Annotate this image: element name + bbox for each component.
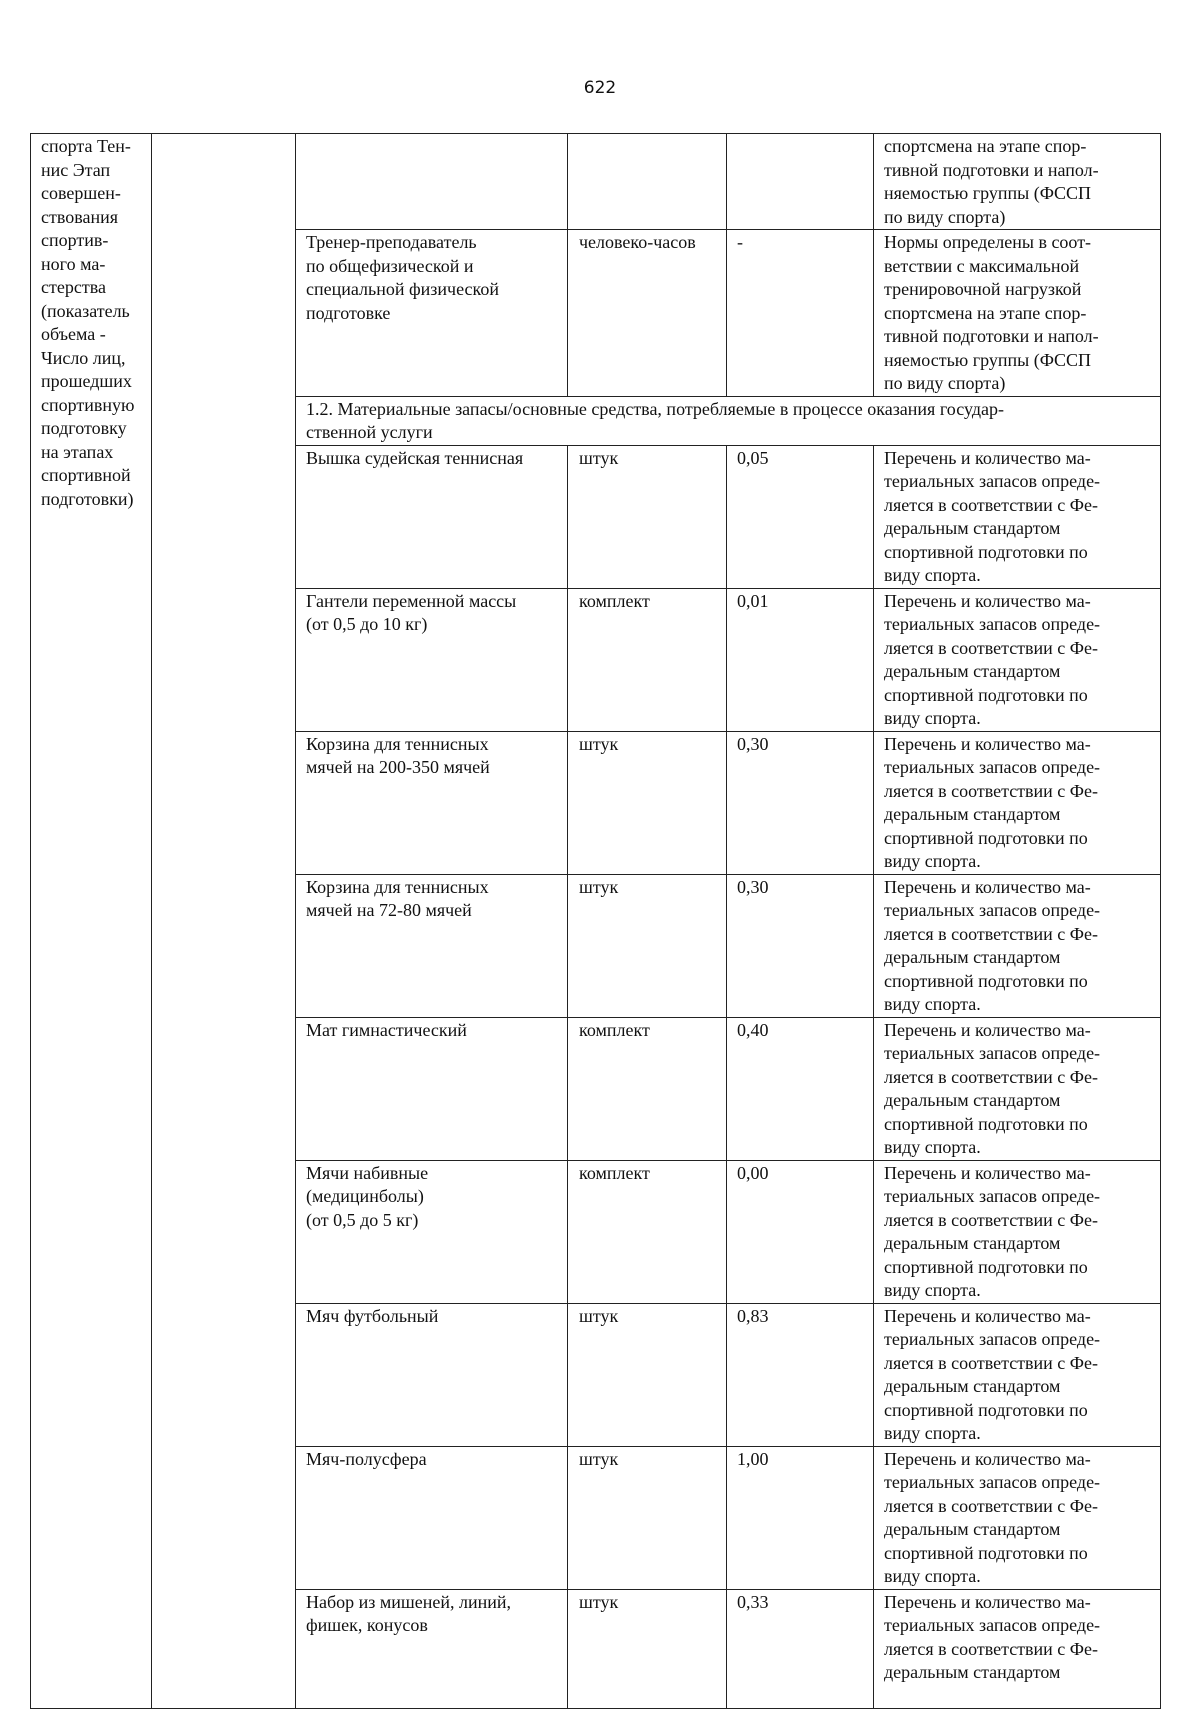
item-name: Набор из мишеней, линий, фишек, конусов [306, 1591, 512, 1635]
item-name: Корзина для теннисных мячей на 200-350 мячей [306, 733, 490, 777]
item-value: 0,05 [737, 447, 769, 468]
section-heading-cell [296, 396, 1161, 445]
item-unit-cell [568, 731, 727, 874]
item-value-cell [727, 731, 874, 874]
item-value-cell [727, 445, 874, 588]
carryover-value-cell [727, 134, 874, 230]
item-note: Перечень и количество ма- териальных запасов опреде- ляется в соответствии с Фе- деральным стандартом спортивной подготовки по виду спорта. [884, 733, 1101, 871]
item-name-cell [296, 1303, 568, 1446]
item-unit: штук [579, 1591, 619, 1612]
table-row-carryover [31, 134, 1161, 230]
carryover-unit-cell [568, 134, 727, 230]
item-unit: штук [579, 1305, 619, 1326]
item-unit-cell [568, 1017, 727, 1160]
item-value: 0,01 [737, 590, 769, 611]
item-note: Перечень и количество ма- териальных запасов опреде- ляется в соответствии с Фе- деральным стандартом спортивной подготовки по виду спорта. [884, 1305, 1101, 1443]
item-name-cell [296, 588, 568, 731]
item-name: Мяч футбольный [306, 1305, 439, 1326]
item-note: Перечень и количество ма- териальных запасов опреде- ляется в соответствии с Фе- деральным стандартом [884, 1591, 1101, 1682]
item-unit-cell [568, 445, 727, 588]
item-name-cell [296, 874, 568, 1017]
item-value-cell [727, 588, 874, 731]
trainer-unit: человеко-часов [579, 232, 696, 252]
carryover-note-cell [874, 134, 1161, 230]
item-unit: штук [579, 447, 619, 468]
trainer-name-cell [296, 230, 568, 397]
item-value: 0,30 [737, 876, 769, 897]
item-unit: штук [579, 733, 619, 754]
item-unit-cell [568, 588, 727, 731]
item-value-cell [727, 1589, 874, 1708]
item-note: Перечень и количество ма- териальных запасов опреде- ляется в соответствии с Фе- деральным стандартом спортивной подготовки по виду спорта. [884, 876, 1101, 1014]
item-name: Мат гимнастический [306, 1019, 467, 1040]
item-unit-cell [568, 1303, 727, 1446]
item-name: Гантели переменной массы (от 0,5 до 10 кг) [306, 590, 517, 634]
item-value: 0,40 [737, 1019, 769, 1040]
carryover-name-cell [296, 134, 568, 230]
item-unit: комплект [579, 590, 650, 611]
item-note-cell [874, 731, 1161, 874]
item-unit: комплект [579, 1019, 650, 1040]
item-note-cell [874, 445, 1161, 588]
norms-table [30, 133, 1161, 1709]
item-unit: штук [579, 1448, 619, 1469]
service-description: спорта Тен- нис Этап совершен- ствования спортив- ного ма- стерства (показатель объема - Число лиц, прошедших спортивную подготовку на этапах спортивной подготовки) [41, 136, 135, 509]
item-note: Перечень и количество ма- териальных запасов опреде- ляется в соответствии с Фе- деральным стандартом спортивной подготовки по виду спорта. [884, 1162, 1101, 1300]
trainer-unit-cell [568, 230, 727, 397]
item-unit: комплект [579, 1162, 650, 1183]
item-value-cell [727, 1446, 874, 1589]
item-value: 0,33 [737, 1591, 769, 1612]
page-number: 622 [583, 78, 617, 98]
item-value-cell [727, 1160, 874, 1303]
item-note-cell [874, 1017, 1161, 1160]
item-note: Перечень и количество ма- териальных запасов опреде- ляется в соответствии с Фе- деральным стандартом спортивной подготовки по виду спорта. [884, 1448, 1101, 1586]
item-note: Перечень и количество ма- териальных запасов опреде- ляется в соответствии с Фе- деральным стандартом спортивной подготовки по виду спорта. [884, 447, 1101, 585]
item-value: 0,00 [737, 1162, 769, 1183]
item-unit-cell [568, 1446, 727, 1589]
item-note: Перечень и количество ма- териальных запасов опреде- ляется в соответствии с Фе- деральным стандартом спортивной подготовки по виду спорта. [884, 1019, 1101, 1157]
item-value-cell [727, 1303, 874, 1446]
item-note-cell [874, 1160, 1161, 1303]
item-name-cell [296, 1160, 568, 1303]
item-name-cell [296, 1017, 568, 1160]
item-name-cell [296, 1446, 568, 1589]
item-unit-cell [568, 874, 727, 1017]
trainer-value-cell [727, 230, 874, 397]
item-name: Мячи набивные (медицинболы) (от 0,5 до 5 кг) [306, 1162, 429, 1230]
item-note-cell [874, 1303, 1161, 1446]
section-heading: 1.2. Материальные запасы/основные средства, потребляемые в процессе оказания государ- ственной услуги [306, 398, 1004, 442]
item-name: Мяч-полусфера [306, 1448, 427, 1469]
trainer-note: Нормы определены в соот- ветствии с максимальной тренировочной нагрузкой спортсмена на этапе спор- тивной подготовки и напол- няемостью группы (ФССП по виду спорта) [884, 232, 1099, 393]
trainer-name: Тренер-преподаватель по общефизической и специальной физической подготовке [306, 232, 499, 323]
item-name: Вышка судейская теннисная [306, 447, 524, 468]
item-name: Корзина для теннисных мячей на 72-80 мячей [306, 876, 489, 920]
item-name-cell [296, 731, 568, 874]
item-value: 0,83 [737, 1305, 769, 1326]
item-unit-cell [568, 1160, 727, 1303]
item-note-cell [874, 588, 1161, 731]
item-note-cell [874, 1589, 1161, 1708]
item-name-cell [296, 1589, 568, 1708]
item-value-cell [727, 1017, 874, 1160]
item-unit-cell [568, 1589, 727, 1708]
item-value: 0,30 [737, 733, 769, 754]
trainer-note-cell [874, 230, 1161, 397]
trainer-value: - [737, 232, 743, 252]
carryover-note: спортсмена на этапе спор- тивной подготовки и напол- няемостью группы (ФССП по виду спорта) [884, 136, 1099, 227]
item-note: Перечень и количество ма- териальных запасов опреде- ляется в соответствии с Фе- деральным стандартом спортивной подготовки по виду спорта. [884, 590, 1101, 728]
item-value: 1,00 [737, 1448, 769, 1469]
item-value-cell [727, 874, 874, 1017]
item-unit: штук [579, 876, 619, 897]
item-note-cell [874, 1446, 1161, 1589]
item-name-cell [296, 445, 568, 588]
item-note-cell [874, 874, 1161, 1017]
service-description-cell [31, 134, 152, 1709]
empty-column-cell [152, 134, 296, 1709]
